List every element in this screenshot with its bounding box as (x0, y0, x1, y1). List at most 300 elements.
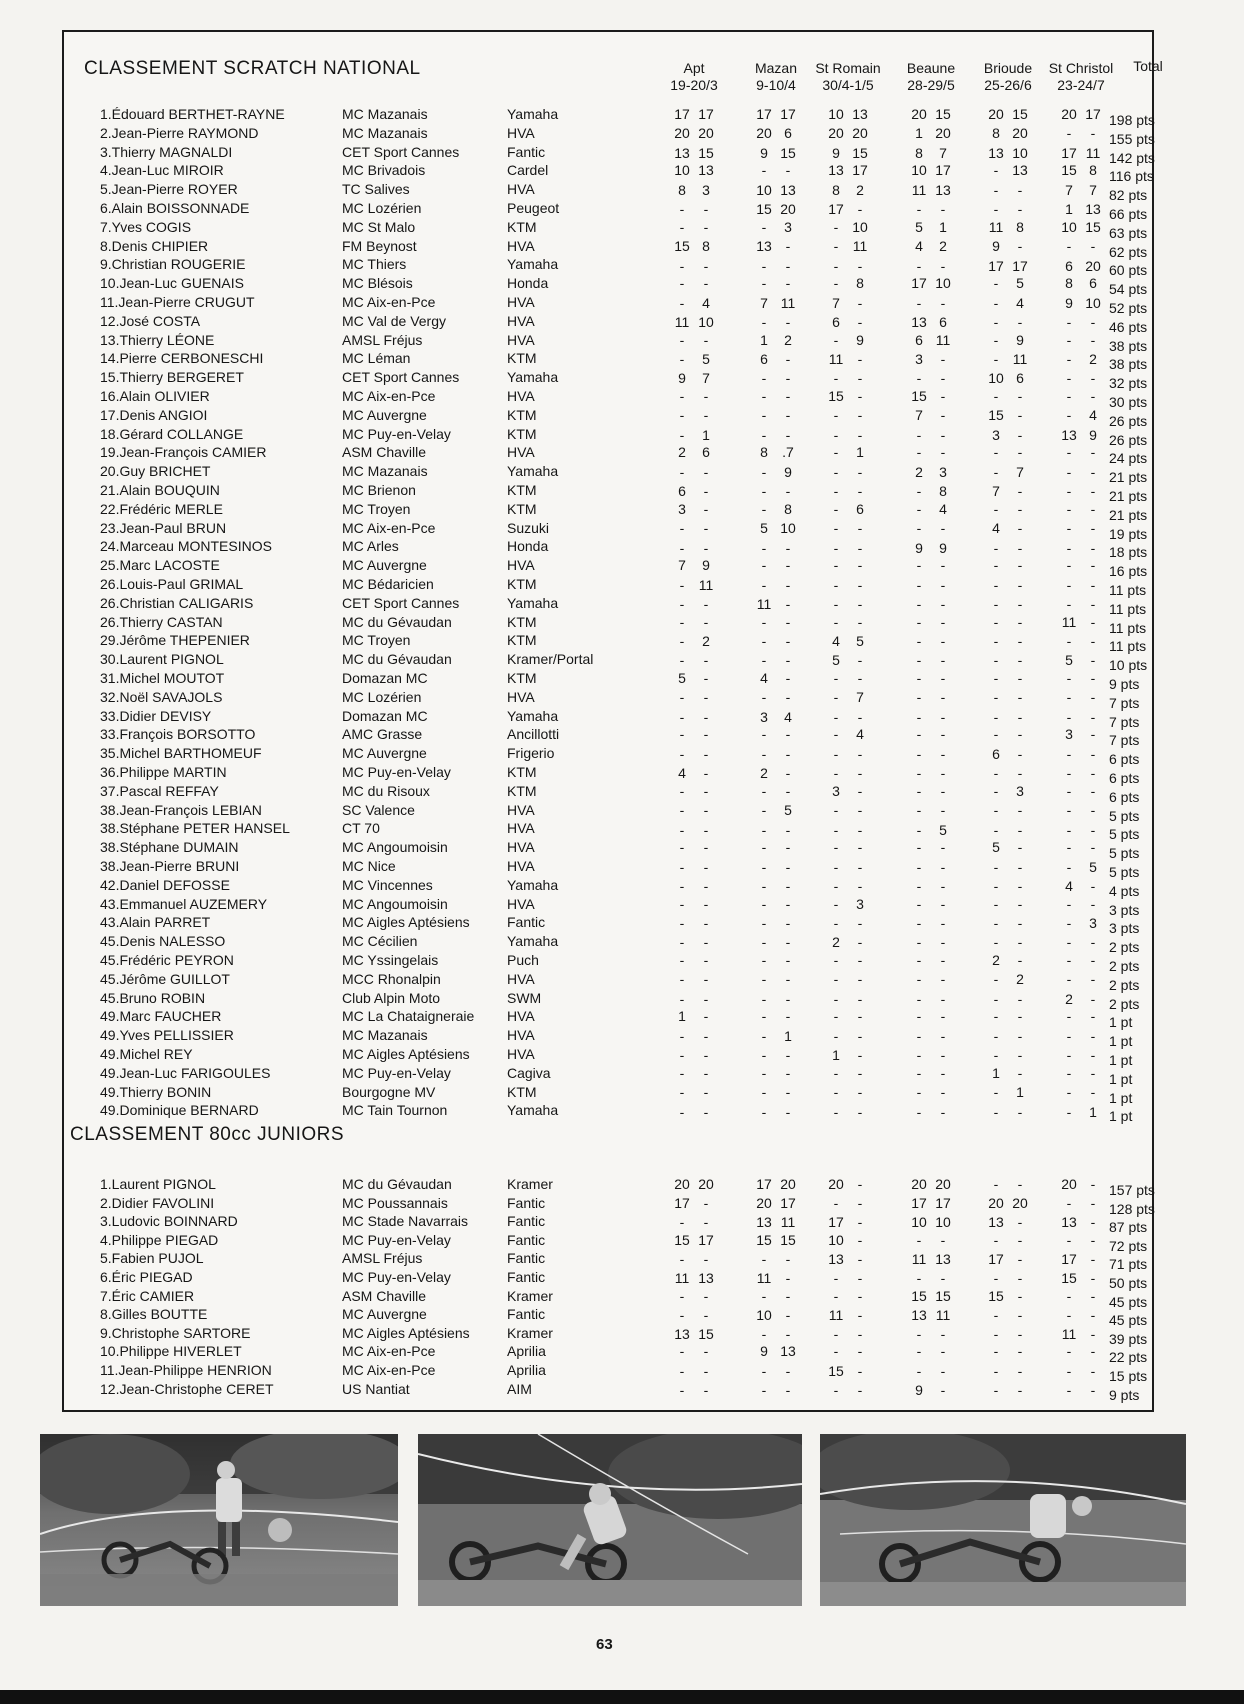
table-row (64, 1231, 1152, 1254)
score-cell: - (833, 613, 839, 630)
score-cell: - (1017, 652, 1023, 669)
table-row (64, 256, 1152, 279)
score-cell: 13 (698, 162, 714, 179)
table-row (64, 425, 1152, 448)
event-name: St Romain (815, 60, 881, 76)
score-cell: - (1090, 765, 1096, 782)
total-points: 50 pts (1109, 1275, 1148, 1291)
score-cell: - (833, 275, 839, 292)
bike-make: Peugeot (507, 200, 560, 216)
score-cell: - (761, 1250, 767, 1267)
score-cell: - (785, 483, 791, 500)
score-cell: - (785, 388, 791, 404)
score-cell: - (761, 745, 767, 762)
score-cell: - (916, 895, 922, 912)
score-cell: 2 (702, 632, 710, 649)
score-cell: - (703, 858, 709, 875)
score-cell: - (679, 1343, 685, 1360)
score-cell: - (1090, 500, 1096, 517)
score-cell: - (761, 257, 767, 274)
score-cell: - (703, 990, 709, 1007)
score-cell: - (785, 313, 791, 330)
total-points: 66 pts (1109, 206, 1148, 222)
score-cell: - (940, 952, 946, 968)
club-name: MC Aix-en-Pce (342, 294, 436, 310)
table-row (64, 237, 1152, 260)
club-name: AMSL Fréjus (342, 1250, 423, 1267)
bike-make: Yamaha (507, 1102, 559, 1119)
score-cell: - (1066, 632, 1072, 649)
score-cell: 13 (988, 1214, 1004, 1231)
score-cell: - (993, 990, 999, 1007)
score-cell: 17 (911, 275, 927, 292)
score-cell: 11 (852, 238, 868, 255)
club-name: MC Mazanais (342, 106, 428, 122)
table-row (64, 1380, 1152, 1403)
table-row (64, 1176, 1155, 1198)
score-cell: - (761, 652, 767, 669)
score-cell: 4 (939, 500, 947, 517)
table-row (64, 876, 1152, 899)
score-cell: - (857, 914, 863, 931)
score-cell: - (993, 1381, 999, 1398)
club-name: MC Aix-en-Pce (342, 388, 436, 404)
table-row (64, 952, 1152, 974)
score-cell: - (679, 426, 685, 443)
score-cell: - (1066, 952, 1072, 968)
score-cell: 6 (915, 331, 923, 348)
score-cell: - (1066, 1084, 1072, 1101)
score-cell: - (1090, 1214, 1096, 1231)
score-cell: - (940, 802, 946, 819)
total-points: 11 pts (1109, 582, 1147, 598)
score-cell: - (940, 1343, 946, 1360)
score-cell: - (1017, 1287, 1023, 1304)
table-row (64, 726, 1152, 749)
score-cell: 11 (935, 331, 951, 348)
score-cell: - (1066, 331, 1072, 348)
score-cell: 11 (780, 294, 796, 311)
score-cell: 17 (988, 257, 1004, 274)
score-cell: - (761, 952, 767, 968)
score-cell: 17 (756, 106, 772, 122)
score-cell: - (1017, 895, 1023, 912)
bike-make: HVA (507, 1046, 535, 1062)
score-cell: - (916, 632, 922, 649)
score-cell: 17 (780, 1195, 796, 1212)
score-cell: 8 (1089, 162, 1097, 179)
score-cell: 3 (915, 350, 923, 367)
rider-name: 23.Jean-Paul BRUN (100, 519, 227, 536)
score-cell: - (1090, 1064, 1096, 1081)
score-cell: - (679, 539, 685, 556)
table-row (64, 275, 1152, 298)
score-cell: - (785, 1325, 791, 1342)
table-row (64, 707, 1152, 730)
score-cell: 20 (698, 1176, 714, 1192)
total-points: 5 pts (1109, 807, 1140, 824)
score-cell: - (940, 745, 946, 762)
event-header (1036, 60, 1126, 94)
table-row (64, 820, 1152, 843)
rider-name: 2.Didier FAVOLINI (100, 1194, 215, 1211)
score-cell: - (940, 1084, 946, 1101)
score-cell: - (679, 595, 685, 612)
score-cell: - (761, 858, 767, 875)
rider-name: 32.Noël SAVAJOLS (100, 688, 223, 705)
club-name: MC Bédaricien (342, 576, 434, 592)
score-cell: - (857, 576, 863, 593)
table-row (64, 1250, 1152, 1273)
club-name: MC Mazanais (342, 1027, 428, 1044)
table-row (64, 1324, 1152, 1347)
score-cell: - (679, 294, 685, 311)
score-cell: 6 (1089, 275, 1097, 292)
score-cell: - (785, 1064, 791, 1081)
score-cell: - (785, 1362, 791, 1379)
score-cell: - (940, 595, 946, 612)
score-cell: 5 (760, 520, 768, 537)
score-cell: - (857, 1250, 863, 1267)
score-cell: 13 (911, 313, 927, 330)
rider-name: 49.Dominique BERNARD (100, 1102, 259, 1119)
score-cell: 11 (780, 1214, 796, 1231)
score-cell: - (1090, 1381, 1096, 1398)
score-cell: - (857, 370, 863, 387)
score-cell: - (1017, 877, 1023, 894)
score-cell: - (785, 275, 791, 292)
score-cell: 15 (698, 1325, 714, 1342)
score-cell: 1 (760, 331, 768, 348)
score-cell: 10 (935, 275, 951, 292)
score-cell: - (916, 294, 922, 311)
score-cell: 8 (992, 125, 1000, 142)
bike-make: KTM (507, 576, 537, 592)
score-cell: - (703, 839, 709, 856)
total-points: 6 pts (1109, 770, 1140, 786)
score-cell: 7 (856, 689, 864, 706)
score-cell: 10 (780, 520, 796, 537)
table-row (64, 745, 1152, 768)
score-cell: 20 (988, 1195, 1004, 1212)
score-cell: 10 (1061, 218, 1077, 235)
score-cell: 4 (1089, 407, 1097, 424)
score-cell: - (993, 463, 999, 480)
score-cell: - (1017, 613, 1023, 630)
total-points: 1 pt (1109, 1070, 1133, 1087)
score-cell: 8 (784, 500, 792, 517)
score-cell: - (833, 708, 839, 725)
score-cell: - (703, 1047, 709, 1064)
table-row (64, 143, 1155, 166)
score-cell: - (785, 1306, 791, 1323)
score-cell: - (1017, 1231, 1023, 1248)
score-cell: - (761, 782, 767, 799)
score-cell: 17 (935, 162, 951, 179)
score-cell: 9 (702, 557, 710, 574)
score-cell: 2 (992, 952, 1000, 968)
score-cell: - (785, 914, 791, 931)
table-row (64, 350, 1152, 373)
bike-make: HVA (507, 858, 535, 874)
score-cell: - (703, 275, 709, 292)
score-cell: - (761, 990, 767, 1007)
score-cell: - (916, 726, 922, 743)
score-cell: - (761, 914, 767, 931)
club-name: FM Beynost (342, 237, 417, 254)
score-cell: - (857, 539, 863, 556)
score-cell: - (1066, 858, 1072, 875)
score-cell: - (1066, 670, 1072, 686)
score-cell: - (857, 990, 863, 1007)
score-cell: 11 (674, 313, 690, 330)
score-cell: - (916, 821, 922, 838)
scratch-title: CLASSEMENT SCRATCH NATIONAL (84, 58, 421, 79)
score-cell: - (833, 745, 839, 762)
score-cell: 11 (935, 1306, 951, 1323)
score-cell: - (1066, 407, 1072, 424)
score-cell: - (916, 576, 922, 593)
score-cell: 5 (939, 821, 947, 838)
bike-make: Ancillotti (507, 726, 560, 743)
score-cell: - (916, 257, 922, 274)
score-cell: - (940, 1381, 946, 1398)
rider-name: 42.Daniel DEFOSSE (100, 876, 230, 893)
score-cell: - (679, 1381, 685, 1398)
score-cell: - (940, 765, 946, 782)
score-cell: 8 (856, 275, 864, 292)
score-cell: - (1066, 971, 1072, 988)
score-cell: - (785, 1381, 791, 1398)
score-cell: - (785, 1287, 791, 1304)
score-cell: - (1066, 1047, 1072, 1064)
score-cell: - (1090, 1287, 1096, 1304)
score-cell: 20 (911, 1176, 927, 1192)
score-cell: - (940, 895, 946, 912)
score-cell: 13 (828, 162, 844, 179)
score-cell: - (833, 238, 839, 255)
score-cell: - (857, 1084, 863, 1101)
total-points: 6 pts (1109, 788, 1140, 805)
score-cell: - (916, 839, 922, 856)
score-cell: 9 (1065, 294, 1073, 311)
rider-name: 4.Jean-Luc MIROIR (100, 162, 224, 179)
score-cell: 7 (939, 144, 947, 161)
rider-name: 7.Éric CAMIER (100, 1287, 195, 1304)
score-cell: - (1066, 1306, 1072, 1323)
score-cell: - (940, 370, 946, 387)
score-cell: 15 (674, 1231, 690, 1248)
score-cell: 13 (935, 1250, 951, 1267)
rider-name: 10.Philippe HIVERLET (100, 1343, 242, 1360)
bike-make: HVA (507, 312, 535, 329)
score-cell: - (993, 1103, 999, 1120)
score-cell: 15 (935, 106, 951, 122)
score-cell: - (940, 520, 946, 537)
score-cell: - (1090, 483, 1096, 500)
total-points: 5 pts (1109, 826, 1140, 843)
score-cell: - (761, 1325, 767, 1342)
rider-name: 3.Thierry MAGNALDI (100, 143, 233, 160)
bike-make: KTM (507, 218, 537, 235)
score-cell: - (993, 444, 999, 461)
score-cell: - (785, 613, 791, 630)
score-cell: - (679, 1047, 685, 1064)
score-cell: 13 (828, 1250, 844, 1267)
score-cell: - (940, 1008, 946, 1025)
score-cell: - (940, 294, 946, 311)
score-cell: - (940, 407, 946, 424)
table-row (64, 1008, 1152, 1031)
table-row (64, 651, 1152, 674)
score-cell: - (857, 463, 863, 480)
score-cell: - (703, 539, 709, 556)
score-cell: - (1090, 782, 1096, 799)
club-name: Domazan MC (342, 670, 428, 686)
table-row (64, 1362, 1152, 1384)
score-cell: - (940, 782, 946, 799)
score-cell: - (703, 745, 709, 762)
score-cell: 13 (780, 1343, 796, 1360)
club-name: AMC Grasse (342, 726, 423, 743)
score-cell: - (1066, 914, 1072, 931)
score-cell: - (679, 1306, 685, 1323)
club-name: MC Puy-en-Velay (342, 1269, 451, 1285)
score-cell: - (1017, 821, 1023, 838)
score-cell: 5 (856, 632, 864, 649)
score-cell: - (857, 1008, 863, 1025)
score-cell: - (761, 1287, 767, 1304)
table-row (64, 519, 1152, 542)
score-cell: 17 (1061, 1250, 1077, 1267)
rider-name: 21.Alain BOUQUIN (100, 482, 220, 498)
rider-name: 14.Pierre CERBONESCHI (100, 350, 264, 367)
score-cell: 20 (1085, 257, 1101, 274)
score-cell: - (1066, 463, 1072, 480)
bike-make: HVA (507, 839, 535, 856)
score-cell: 7 (702, 370, 710, 387)
score-cell: - (1090, 331, 1096, 348)
score-cell: - (833, 331, 839, 348)
total-points: 2 pts (1109, 995, 1140, 1012)
score-cell: - (785, 895, 791, 912)
bike-make: Kramer/Portal (507, 651, 594, 668)
score-cell: - (703, 500, 709, 517)
table-row (64, 914, 1152, 937)
score-cell: 17 (698, 1231, 714, 1248)
club-name: MC Poussannais (342, 1194, 448, 1211)
score-cell: 4 (856, 726, 864, 743)
score-cell: - (940, 257, 946, 274)
score-cell: - (833, 895, 839, 912)
score-cell: 15 (852, 144, 868, 161)
bike-make: HVA (507, 801, 535, 818)
table-row (64, 970, 1152, 993)
table-row (64, 632, 1152, 655)
score-cell: 1 (856, 444, 864, 461)
score-cell: 11 (988, 218, 1004, 235)
score-cell: - (703, 765, 709, 782)
table-row (64, 670, 1152, 692)
score-cell: - (703, 520, 709, 537)
score-cell: 17 (911, 1195, 927, 1212)
score-cell: - (1017, 952, 1023, 968)
club-name: MC Aix-en-Pce (342, 519, 436, 536)
score-cell: - (679, 257, 685, 274)
score-cell: - (1017, 745, 1023, 762)
score-cell: - (761, 1362, 767, 1379)
score-cell: - (679, 613, 685, 630)
score-cell: 13 (1061, 1214, 1077, 1231)
bike-make: KTM (507, 482, 537, 498)
score-cell: - (857, 858, 863, 875)
score-cell: - (993, 858, 999, 875)
score-cell: 3 (784, 218, 792, 235)
score-cell: - (833, 1103, 839, 1120)
bike-make: Yamaha (507, 933, 559, 950)
score-cell: - (679, 839, 685, 856)
score-cell: - (1066, 1287, 1072, 1304)
total-points: 32 pts (1109, 375, 1148, 392)
score-cell: - (679, 971, 685, 988)
score-cell: 2 (784, 331, 792, 348)
club-name: MC Puy-en-Velay (342, 1064, 451, 1081)
score-cell: 5 (832, 652, 840, 669)
score-cell: 8 (1065, 275, 1073, 292)
bike-make: Kramer (507, 1324, 553, 1341)
rider-name: 12.José COSTA (100, 312, 201, 329)
score-cell: - (1090, 1231, 1096, 1248)
score-cell: - (785, 1250, 791, 1267)
score-cell: - (1066, 934, 1072, 951)
score-cell: 8 (678, 181, 686, 198)
club-name: Bourgogne MV (342, 1083, 436, 1100)
score-cell: 9 (915, 539, 923, 556)
score-cell: - (993, 557, 999, 574)
score-cell: - (993, 1343, 999, 1360)
score-cell: - (940, 1103, 946, 1120)
score-cell: - (833, 802, 839, 819)
event-name: Apt (683, 60, 705, 76)
score-cell: 20 (756, 125, 772, 142)
bike-make: Kramer (507, 1287, 553, 1304)
score-cell: - (1090, 821, 1096, 838)
score-cell: 17 (756, 1176, 772, 1192)
score-cell: - (916, 1270, 922, 1287)
rider-name: 43.Alain PARRET (100, 914, 211, 931)
event-name: Beaune (906, 60, 956, 76)
score-cell: 15 (911, 388, 927, 404)
club-name: MC Yssingelais (342, 952, 439, 968)
score-cell: 15 (1012, 106, 1028, 122)
event-name: Brioude (983, 60, 1033, 76)
table-row (64, 1046, 1152, 1068)
total-points: 6 pts (1109, 751, 1140, 768)
score-cell: - (940, 388, 946, 404)
score-cell: 13 (852, 106, 868, 122)
score-cell: 15 (935, 1287, 951, 1304)
bike-make: HVA (507, 895, 535, 912)
score-cell: 10 (988, 370, 1004, 387)
score-cell: - (993, 313, 999, 330)
score-cell: - (916, 426, 922, 443)
score-cell: 11 (674, 1270, 690, 1287)
score-cell: - (833, 670, 839, 686)
score-cell: - (785, 839, 791, 856)
bike-make: AIM (507, 1380, 532, 1397)
total-points: 21 pts (1109, 506, 1148, 523)
table-row (64, 688, 1152, 711)
